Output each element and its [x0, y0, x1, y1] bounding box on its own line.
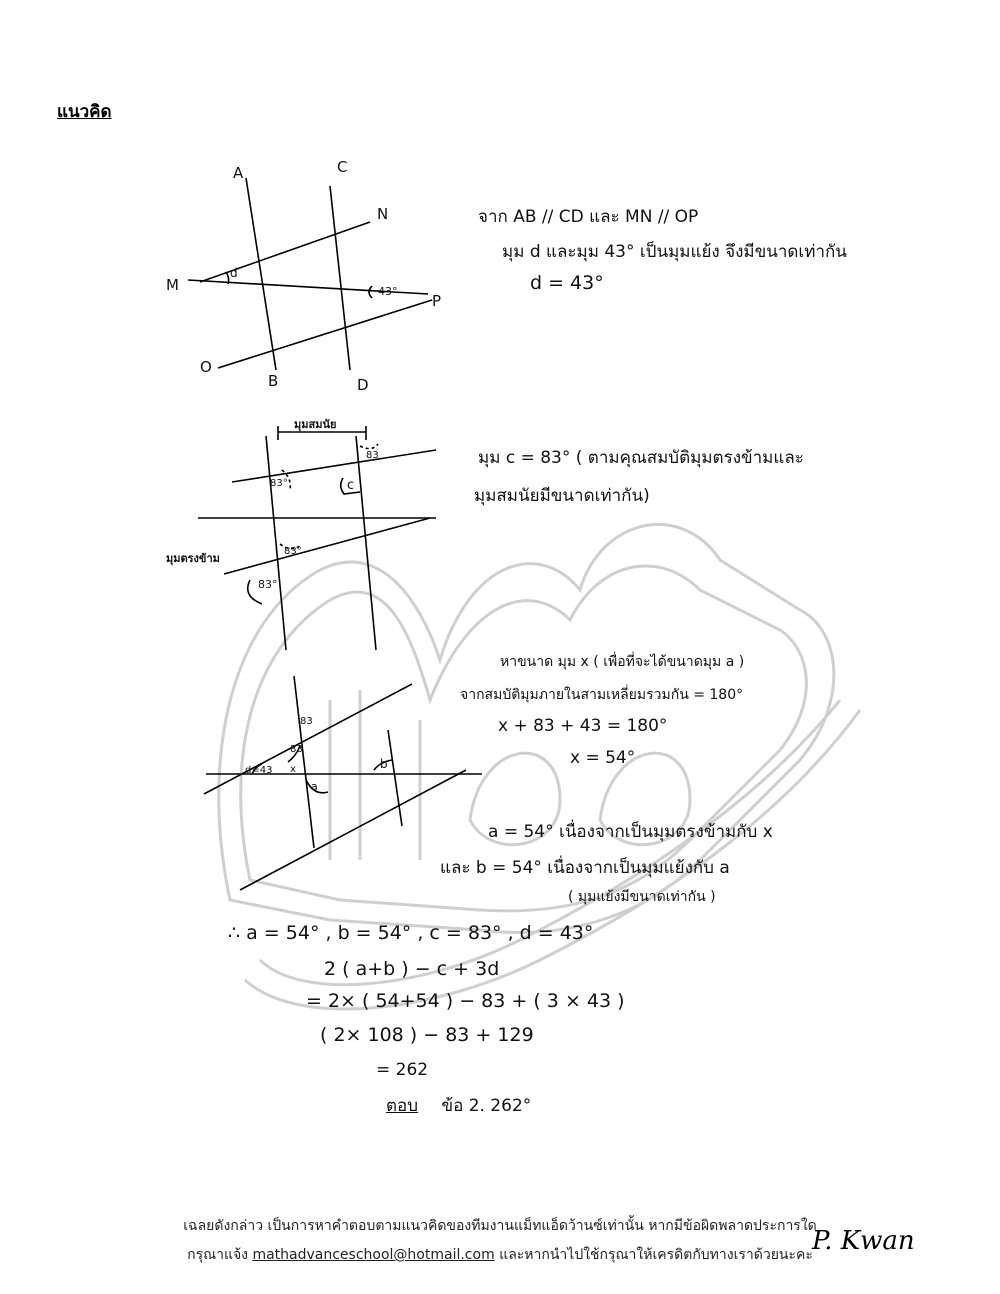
signature: P. Kwan [812, 1226, 915, 1256]
calc-step3: = 262 [376, 1060, 429, 1080]
label-A: A [233, 164, 244, 182]
label-O: O [200, 358, 212, 376]
label-83-mid: 83° [284, 546, 302, 557]
step3-line3: x + 83 + 43 = 180° [498, 716, 668, 736]
label-fig3-83-2: 83 [290, 744, 303, 755]
calc-step2: ( 2× 108 ) − 83 + 129 [320, 1024, 534, 1046]
step1-line2: มุม d และมุม 43° เป็นมุมแย้ง จึงมีขนาดเท่ากัน [502, 242, 847, 262]
label-D: D [357, 376, 369, 394]
calc-expression: 2 ( a+b ) − c + 3d [324, 958, 500, 980]
label-angle-d: d [230, 266, 238, 280]
label-N: N [377, 205, 389, 223]
calc-summary: ∴ a = 54° , b = 54° , c = 83° , d = 43° [228, 922, 594, 944]
label-fig3-b: b [380, 757, 388, 771]
label-fig3-83-1: 83 [300, 716, 313, 727]
step4-line3: ( มุมแย้งมีขนาดเท่ากัน ) [568, 889, 716, 905]
footer-line1: เฉลยดังกล่าว เป็นการหาคำตอบตามแนวคิดของทีมงานแม็ทแอ็ดว้านซ์เท่านั้น หากมีข้อผิดพลาดประการใด [183, 1218, 817, 1234]
answer-label: ตอบ [386, 1096, 419, 1116]
label-corresponding-angles: มุมสมนัย [294, 418, 337, 431]
step1-line1: จาก AB // CD และ MN // OP [478, 207, 699, 227]
page-heading: แนวคิด [57, 102, 112, 122]
answer-value: ข้อ 2. 262° [441, 1096, 532, 1116]
step1-line3: d = 43° [530, 272, 604, 294]
step2-line1: มุม c = 83° ( ตามคุณสมบัติมุมตรงข้ามและ [478, 448, 804, 468]
step3-line1: หาขนาด มุม x ( เพื่อที่จะได้ขนาดมุม a ) [500, 654, 745, 670]
answer [386, 1092, 531, 1119]
contact-email-link[interactable]: mathadvanceschool@hotmail.com [252, 1247, 495, 1263]
label-P: P [432, 292, 442, 310]
label-c: c [347, 478, 355, 493]
footer-line2-prefix: กรุณาแจ้ง [187, 1247, 253, 1263]
label-B: B [268, 372, 279, 390]
label-83-left: 83° [270, 478, 288, 489]
step4-line2: และ b = 54° เนื่องจากเป็นมุมแย้งกับ a [440, 858, 730, 878]
label-opposite-angles: มุมตรงข้าม [166, 552, 220, 565]
step3-line2: จากสมบัติมุมภายในสามเหลี่ยมรวมกัน = 180° [460, 687, 744, 703]
label-fig3-a: a [311, 780, 318, 793]
label-83-top: 83 [366, 450, 379, 461]
calc-step1: = 2× ( 54+54 ) − 83 + ( 3 × 43 ) [306, 990, 625, 1012]
label-angle-43: 43° [378, 285, 398, 298]
step2-line2: มุมสมนัยมีขนาดเท่ากัน) [474, 486, 650, 506]
label-C: C [337, 158, 348, 176]
footer-line2-suffix: และหากนำไปใช้กรุณาให้เครดิตกับทางเราด้วยนะคะ [494, 1247, 813, 1263]
label-fig3-d43: d=43 [245, 765, 273, 776]
step3-line4: x = 54° [570, 748, 636, 768]
label-M: M [166, 276, 179, 294]
label-fig3-x: x [290, 764, 296, 775]
step4-line1: a = 54° เนื่องจากเป็นมุมตรงข้ามกับ x [488, 822, 773, 842]
label-83-bottom: 83° [258, 578, 278, 591]
